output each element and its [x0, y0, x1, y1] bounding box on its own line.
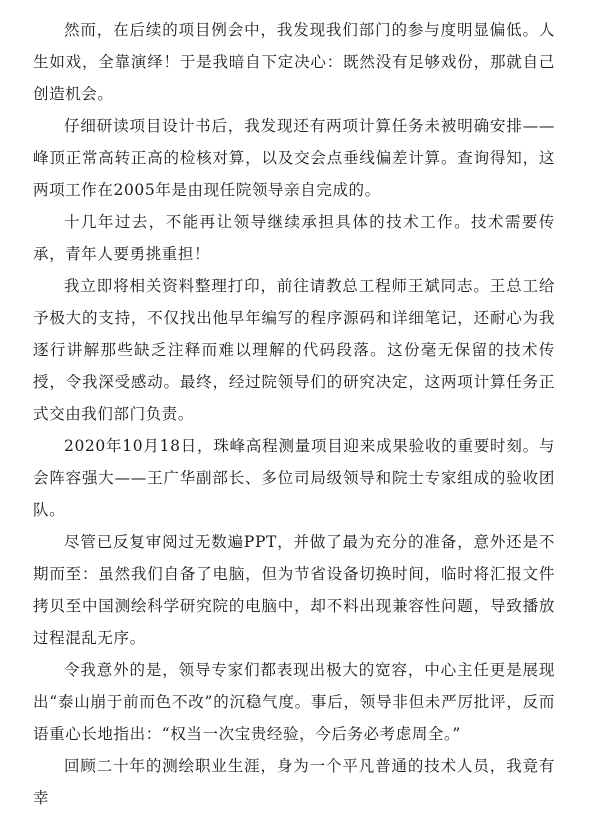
paragraph: 回顾二十年的测绘职业生涯，身为一个平凡普通的技术人员，我竟有幸	[33, 757, 555, 807]
paragraph: 然而，在后续的项目例会中，我发现我们部门的参与度明显偏低。人生如戏，全靠演绎！于是我暗自下定决心：既然没有足够戏份，那就自己创造机会。	[33, 21, 555, 103]
paragraph: 我立即将相关资料整理打印，前往请教总工程师王斌同志。王总工给予极大的支持，不仅找出他早年编写的程序源码和详细笔记，还耐心为我逐行讲解那些缺乏注释而难以理解的代码段落。这份毫无保留的技术传授，令我深受感动。最终，经过院领导们的研究决定，这两项计算任务正式交由我们部门负责。	[33, 277, 555, 423]
paragraph: 令我意外的是，领导专家们都表现出极大的宽容，中心主任更是展现出“泰山崩于前而色不改”的沉稳气度。事后，领导非但未严厉批评，反而语重心长地指出：“权当一次宝贵经验，今后务必考虑周全。”	[33, 661, 555, 743]
paragraph: 2020年10月18日，珠峰高程测量项目迎来成果验收的重要时刻。与会阵容强大——王广华副部长、多位司局级领导和院士专家组成的验收团队。	[33, 437, 555, 519]
article-body	[33, 14, 555, 814]
paragraph: 十几年过去，不能再让领导继续承担具体的技术工作。技术需要传承，青年人要勇挑重担！	[33, 213, 555, 263]
paragraph: 尽管已反复审阅过无数遍PPT，并做了最为充分的准备，意外还是不期而至：虽然我们自备了电脑，但为节省设备切换时间，临时将汇报文件拷贝至中国测绘科学研究院的电脑中，却不料出现兼容性问题，导致播放过程混乱无序。	[33, 533, 555, 647]
paragraph: 仔细研读项目设计书后，我发现还有两项计算任务未被明确安排——峰顶正常高转正高的检核对算，以及交会点垂线偏差计算。查询得知，这两项工作在2005年是由现任院领导亲自完成的。	[33, 117, 555, 199]
